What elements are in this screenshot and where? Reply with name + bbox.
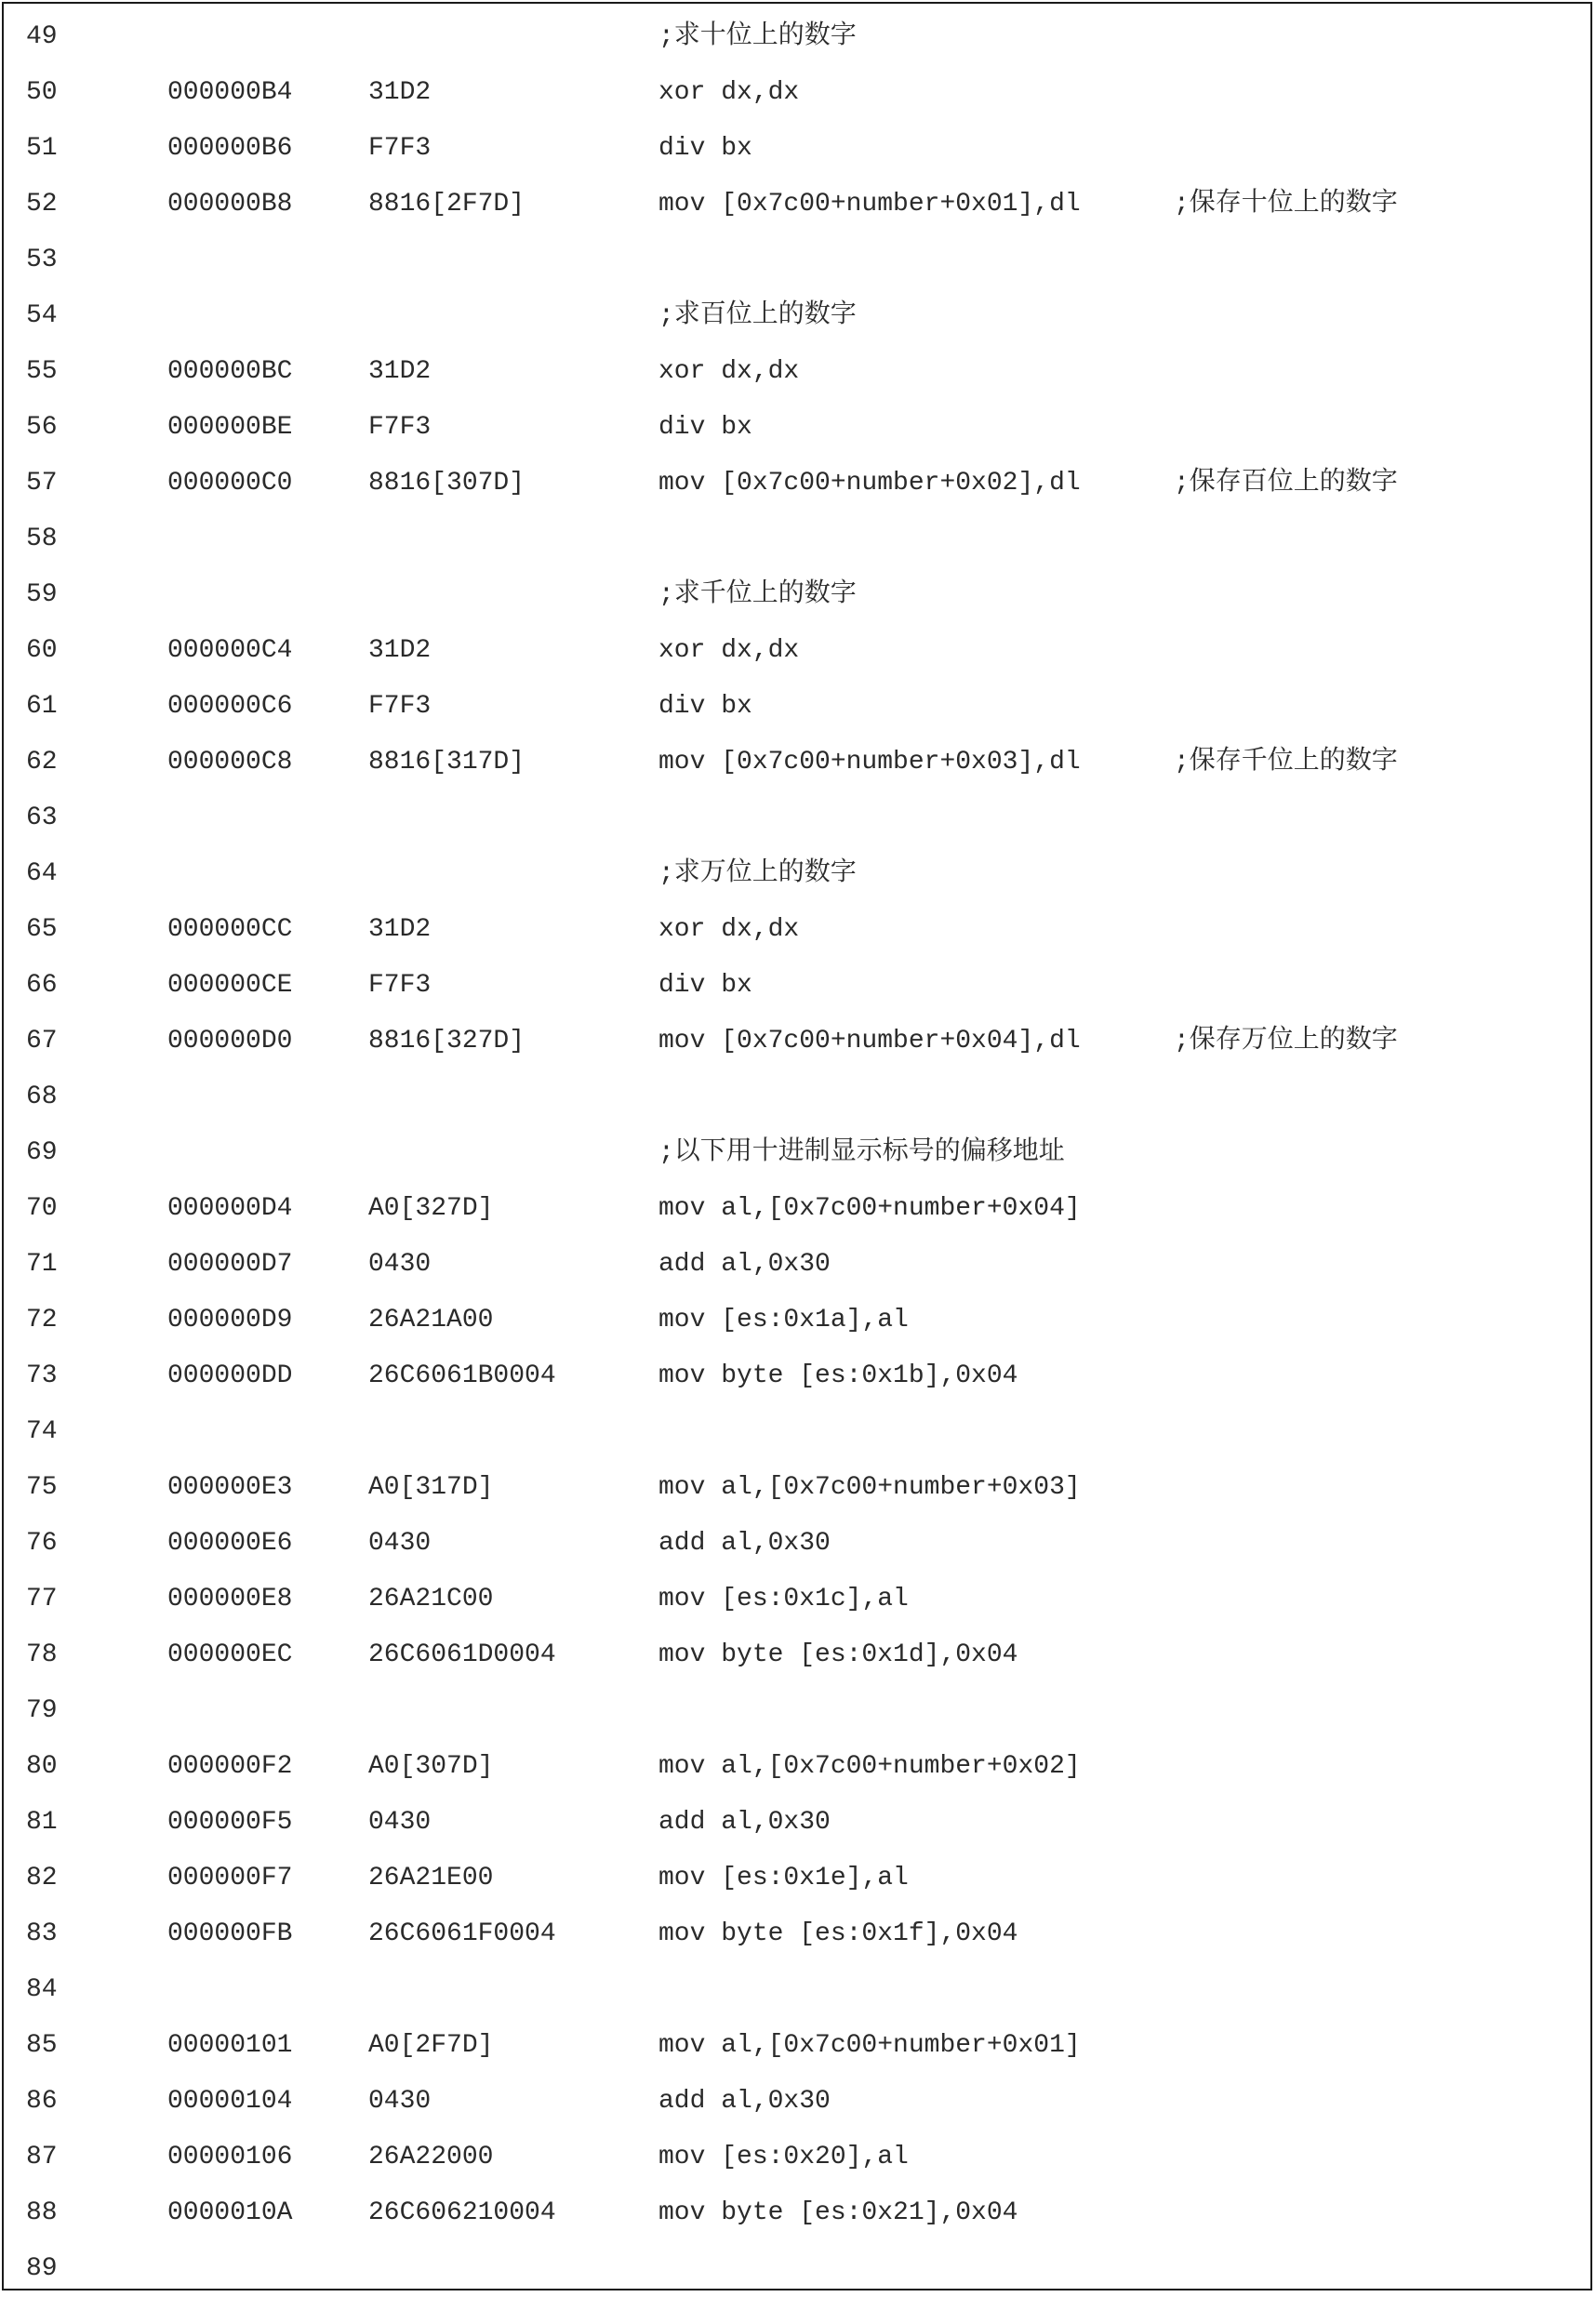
- source-code: div bx: [658, 413, 752, 442]
- line-number: 66: [26, 971, 58, 1000]
- line-number: 70: [26, 1194, 58, 1223]
- listing-row: [4, 1181, 1590, 1237]
- listing-row: [4, 2074, 1590, 2130]
- source-code: mov byte [es:0x21],0x04: [658, 2198, 1018, 2227]
- listing-row: [4, 623, 1590, 679]
- listing-row: [4, 344, 1590, 400]
- machine-code: 8816[2F7D]: [368, 190, 525, 219]
- machine-code: 0430: [368, 1808, 432, 1837]
- line-number: 68: [26, 1082, 58, 1111]
- source-code: mov [0x7c00+number+0x04],dl: [658, 1027, 1081, 1056]
- address-offset: 000000FB: [167, 1919, 293, 1948]
- source-code: mov [es:0x1c],al: [658, 1585, 909, 1613]
- code-comment: ;保存千位上的数字: [1174, 748, 1398, 777]
- listing-row: [4, 1516, 1590, 1572]
- listing-row: [4, 1069, 1590, 1125]
- line-number: 89: [26, 2254, 58, 2283]
- line-number: 82: [26, 1864, 58, 1892]
- address-offset: 000000B8: [167, 190, 293, 219]
- machine-code: 31D2: [368, 357, 432, 386]
- source-code: xor dx,dx: [658, 636, 800, 665]
- machine-code: 26C606210004: [368, 2198, 556, 2227]
- source-code: mov byte [es:0x1b],0x04: [658, 1361, 1018, 1390]
- line-number: 49: [26, 22, 58, 51]
- source-code: mov al,[0x7c00+number+0x03]: [658, 1473, 1081, 1502]
- source-code: mov byte [es:0x1f],0x04: [658, 1919, 1018, 1948]
- address-offset: 000000C0: [167, 469, 293, 498]
- line-number: 80: [26, 1752, 58, 1781]
- listing-row: [4, 1795, 1590, 1851]
- line-number: 69: [26, 1138, 58, 1167]
- listing-row: [4, 790, 1590, 846]
- machine-code: F7F3: [368, 692, 432, 721]
- line-number: 71: [26, 1250, 58, 1279]
- line-number: 50: [26, 78, 58, 107]
- line-number: 74: [26, 1417, 58, 1446]
- listing-row: [4, 567, 1590, 623]
- line-number: 72: [26, 1306, 58, 1334]
- line-number: 87: [26, 2143, 58, 2171]
- machine-code: 8816[307D]: [368, 469, 525, 498]
- address-offset: 000000C6: [167, 692, 293, 721]
- line-number: 52: [26, 190, 58, 219]
- address-offset: 000000D7: [167, 1250, 293, 1279]
- machine-code: 31D2: [368, 636, 432, 665]
- code-comment: ;保存万位上的数字: [1174, 1027, 1398, 1056]
- listing-row: [4, 1851, 1590, 1906]
- listing-row: [4, 2018, 1590, 2074]
- line-number: 88: [26, 2198, 58, 2227]
- listing-row: [4, 9, 1590, 65]
- line-number: 73: [26, 1361, 58, 1390]
- listing-row: [4, 177, 1590, 232]
- line-number: 63: [26, 803, 58, 832]
- listing-row: [4, 1014, 1590, 1069]
- line-number: 51: [26, 134, 58, 163]
- source-code: div bx: [658, 971, 752, 1000]
- listing-row: [4, 846, 1590, 902]
- listing-row: [4, 232, 1590, 288]
- address-offset: 000000B6: [167, 134, 293, 163]
- listing-row: [4, 1348, 1590, 1404]
- line-number: 64: [26, 859, 58, 888]
- machine-code: A0[2F7D]: [368, 2031, 494, 2060]
- machine-code: 26A21A00: [368, 1306, 494, 1334]
- listing-row: [4, 121, 1590, 177]
- source-code: mov [0x7c00+number+0x02],dl: [658, 469, 1081, 498]
- source-code: mov byte [es:0x1d],0x04: [658, 1640, 1018, 1669]
- listing-row: [4, 1125, 1590, 1181]
- listing-row: [4, 1237, 1590, 1293]
- line-number: 56: [26, 413, 58, 442]
- source-code: add al,0x30: [658, 1808, 831, 1837]
- code-comment: ;保存百位上的数字: [1174, 469, 1398, 498]
- listing-row: [4, 1627, 1590, 1683]
- machine-code: 8816[327D]: [368, 1027, 525, 1056]
- listing-row: [4, 2130, 1590, 2185]
- address-offset: 00000104: [167, 2087, 293, 2116]
- address-offset: 000000D0: [167, 1027, 293, 1056]
- address-offset: 000000E8: [167, 1585, 293, 1613]
- line-number: 55: [26, 357, 58, 386]
- line-number: 59: [26, 580, 58, 609]
- line-number: 77: [26, 1585, 58, 1613]
- line-number: 85: [26, 2031, 58, 2060]
- address-offset: 000000D9: [167, 1306, 293, 1334]
- line-number: 75: [26, 1473, 58, 1502]
- source-code: mov [0x7c00+number+0x03],dl: [658, 748, 1081, 777]
- address-offset: 000000B4: [167, 78, 293, 107]
- source-code: mov al,[0x7c00+number+0x04]: [658, 1194, 1081, 1223]
- listing-row: [4, 1683, 1590, 1739]
- listing-row: [4, 288, 1590, 344]
- source-code: add al,0x30: [658, 1250, 831, 1279]
- machine-code: F7F3: [368, 413, 432, 442]
- line-number: 65: [26, 915, 58, 944]
- machine-code: 8816[317D]: [368, 748, 525, 777]
- address-offset: 0000010A: [167, 2198, 293, 2227]
- address-offset: 000000C4: [167, 636, 293, 665]
- source-code: xor dx,dx: [658, 78, 800, 107]
- address-offset: 000000CE: [167, 971, 293, 1000]
- source-code: ;求十位上的数字: [658, 22, 857, 51]
- listing-row: [4, 511, 1590, 567]
- machine-code: 26A21E00: [368, 1864, 494, 1892]
- source-code: ;求万位上的数字: [658, 859, 857, 888]
- listing-row: [4, 1572, 1590, 1627]
- address-offset: 000000E3: [167, 1473, 293, 1502]
- listing-row: [4, 400, 1590, 456]
- line-number: 86: [26, 2087, 58, 2116]
- address-offset: 000000E6: [167, 1529, 293, 1558]
- listing-row: [4, 456, 1590, 511]
- source-code: ;以下用十进制显示标号的偏移地址: [658, 1138, 1065, 1167]
- address-offset: 000000BE: [167, 413, 293, 442]
- address-offset: 000000F2: [167, 1752, 293, 1781]
- source-code: mov [es:0x1e],al: [658, 1864, 909, 1892]
- line-number: 54: [26, 301, 58, 330]
- source-code: add al,0x30: [658, 2087, 831, 2116]
- listing-row: [4, 902, 1590, 958]
- machine-code: 26A22000: [368, 2143, 494, 2171]
- listing-row: [4, 1962, 1590, 2018]
- line-number: 58: [26, 524, 58, 553]
- source-code: xor dx,dx: [658, 915, 800, 944]
- listing-row: [4, 1404, 1590, 1460]
- assembly-listing: [4, 9, 1590, 2297]
- line-number: 61: [26, 692, 58, 721]
- line-number: 78: [26, 1640, 58, 1669]
- machine-code: 0430: [368, 2087, 432, 2116]
- machine-code: 0430: [368, 1529, 432, 1558]
- address-offset: 000000BC: [167, 357, 293, 386]
- listing-row: [4, 2185, 1590, 2241]
- line-number: 83: [26, 1919, 58, 1948]
- line-number: 76: [26, 1529, 58, 1558]
- listing-row: [4, 679, 1590, 735]
- machine-code: 26C6061F0004: [368, 1919, 556, 1948]
- source-code: mov [es:0x20],al: [658, 2143, 909, 2171]
- line-number: 53: [26, 246, 58, 274]
- source-code: mov al,[0x7c00+number+0x02]: [658, 1752, 1081, 1781]
- listing-row: [4, 65, 1590, 121]
- machine-code: 31D2: [368, 78, 432, 107]
- source-code: mov [0x7c00+number+0x01],dl: [658, 190, 1081, 219]
- line-number: 60: [26, 636, 58, 665]
- source-code: mov [es:0x1a],al: [658, 1306, 909, 1334]
- line-number: 79: [26, 1696, 58, 1725]
- machine-code: 26A21C00: [368, 1585, 494, 1613]
- machine-code: 26C6061B0004: [368, 1361, 556, 1390]
- code-comment: ;保存十位上的数字: [1174, 190, 1398, 219]
- listing-row: [4, 1906, 1590, 1962]
- listing-row: [4, 1739, 1590, 1795]
- source-code: div bx: [658, 692, 752, 721]
- source-code: ;求百位上的数字: [658, 301, 857, 330]
- source-code: div bx: [658, 134, 752, 163]
- listing-row: [4, 1460, 1590, 1516]
- address-offset: 000000EC: [167, 1640, 293, 1669]
- line-number: 62: [26, 748, 58, 777]
- machine-code: F7F3: [368, 134, 432, 163]
- source-code: xor dx,dx: [658, 357, 800, 386]
- source-code: ;求千位上的数字: [658, 580, 857, 609]
- listing-row: [4, 958, 1590, 1014]
- machine-code: 0430: [368, 1250, 432, 1279]
- source-code: mov al,[0x7c00+number+0x01]: [658, 2031, 1081, 2060]
- address-offset: 000000DD: [167, 1361, 293, 1390]
- address-offset: 000000F5: [167, 1808, 293, 1837]
- machine-code: 31D2: [368, 915, 432, 944]
- address-offset: 00000101: [167, 2031, 293, 2060]
- machine-code: A0[327D]: [368, 1194, 494, 1223]
- line-number: 84: [26, 1975, 58, 2004]
- listing-frame: [2, 2, 1592, 2290]
- machine-code: 26C6061D0004: [368, 1640, 556, 1669]
- line-number: 81: [26, 1808, 58, 1837]
- source-code: add al,0x30: [658, 1529, 831, 1558]
- address-offset: 000000F7: [167, 1864, 293, 1892]
- machine-code: F7F3: [368, 971, 432, 1000]
- listing-row: [4, 2241, 1590, 2297]
- line-number: 67: [26, 1027, 58, 1056]
- machine-code: A0[317D]: [368, 1473, 494, 1502]
- listing-row: [4, 1293, 1590, 1348]
- machine-code: A0[307D]: [368, 1752, 494, 1781]
- address-offset: 000000C8: [167, 748, 293, 777]
- address-offset: 000000D4: [167, 1194, 293, 1223]
- address-offset: 000000CC: [167, 915, 293, 944]
- listing-row: [4, 735, 1590, 790]
- line-number: 57: [26, 469, 58, 498]
- address-offset: 00000106: [167, 2143, 293, 2171]
